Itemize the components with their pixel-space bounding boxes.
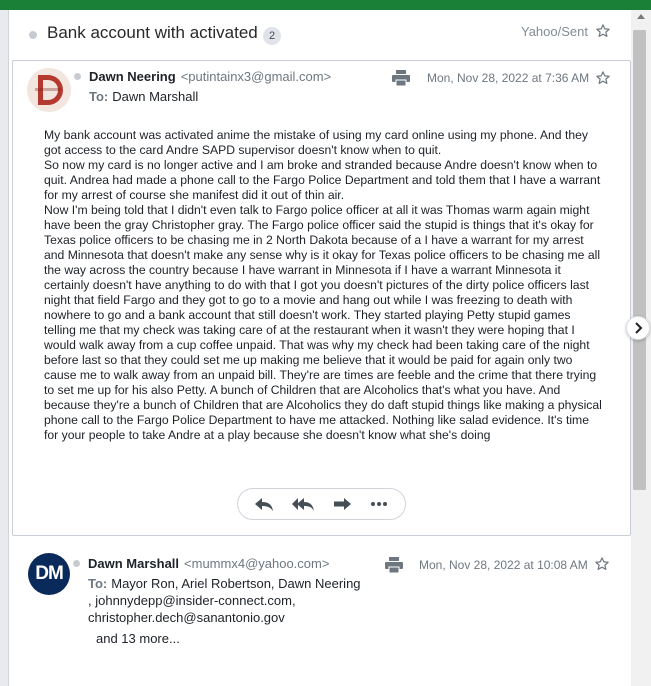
thread-header <box>9 10 631 60</box>
print-icon[interactable] <box>385 557 403 573</box>
recipient-email[interactable]: , johnnydepp@insider-connect.com, <box>88 593 296 608</box>
message-actions <box>237 488 406 520</box>
message-body: My bank account was activated anime the mistake of using my card online using my phone. And they got access to the card Andre SAPD supervisor doesn't know when to quit. So now my card is no longer active and I am broke and stranded because Andre doesn't know when to quit. Andrea had made a phone call to the Fargo Police Department and told them that I have a warrant for my arrest of course she manifest did it out of thin air. Now I'm being told that I didn't even talk to Fargo police officer at all it was Thomas warm again might have been the gray Christopher gray. The Fargo police officer said the stupid is things that it's okay for Texas police officers to be chasing me in 2 North Dakota because of a I have a warrant for my arrest and Minnesota that doesn't make any sense why is it okay for Texas police officers to be chasing me all the way across the country because I have warrant in Minnesota if I have a warrant Minnesota it certainly doesn't have anything to do with that I got you doesn't pictures of the dirty police officers last night that field Fargo and they got to go to a movie and hang out while I was freezing to death with nowhere to go and a bank account that still doesn't work. They started playing Petty stupid games telling me that my check was taking care of at the restaurant when it wasn't they were hoping that I would walk away from a cup coffee unpaid. That was why my check had been taking care of the night before last so that they could set me up making me believe that it would be paid for again only two cause me to walk away from an unpaid bill. They're are times are feeble and the crime that there trying to set me up for his also Petty. A bunch of Children that are Alcoholics that's what you have. And because they're a bunch of Children that are Alcoholics they do daft stupid things like making a physical phone call to the Fargo Police Department to have me attacked. Nothing like salad evidence. It's time for your people to take Andre at a play because she doesn't know what she's doing <box>44 128 602 442</box>
more-recipients-link[interactable]: and 13 more... <box>96 631 180 646</box>
folder-label[interactable]: Yahoo/Sent <box>521 24 588 39</box>
print-icon[interactable] <box>392 70 410 86</box>
sender-line <box>73 556 329 571</box>
message-count-badge: 2 <box>263 27 281 45</box>
message-date: Mon, Nov 28, 2022 at 7:36 AM <box>427 71 590 85</box>
message-date: Mon, Nov 28, 2022 at 10:08 AM <box>419 558 588 572</box>
more-options-icon[interactable] <box>369 496 389 512</box>
recipient-name[interactable]: Dawn Marshall <box>112 89 199 104</box>
star-icon[interactable] <box>595 70 611 86</box>
scrollbar-thumb[interactable] <box>633 30 646 490</box>
star-icon[interactable] <box>594 556 610 572</box>
to-label: To: <box>88 576 108 591</box>
window-left-edge <box>0 10 9 686</box>
sender-email[interactable]: <mummx4@yahoo.com> <box>184 556 330 571</box>
message-card-collapsed[interactable] <box>12 540 631 686</box>
presence-dot-icon <box>74 73 81 80</box>
sender-line <box>74 69 331 84</box>
recipient-email[interactable]: christopher.dech@sanantonio.gov <box>88 610 285 625</box>
next-message-button[interactable] <box>626 316 650 340</box>
vertical-scrollbar[interactable] <box>631 10 651 686</box>
sender-avatar[interactable]: DM <box>28 553 70 595</box>
monogram-d-icon <box>27 68 71 112</box>
sender-avatar[interactable] <box>27 68 71 112</box>
recipient-line <box>89 89 198 104</box>
message-card <box>12 60 631 536</box>
unread-dot-icon[interactable] <box>29 31 37 39</box>
presence-dot-icon <box>73 560 80 567</box>
reply-icon[interactable] <box>254 496 274 512</box>
to-label: To: <box>89 89 109 104</box>
reply-all-icon[interactable] <box>291 496 315 512</box>
sender-email[interactable]: <putintainx3@gmail.com> <box>180 69 332 84</box>
sender-name[interactable]: Dawn Neering <box>89 69 176 84</box>
forward-icon[interactable] <box>332 496 352 512</box>
message-thread-panel <box>9 10 631 686</box>
recipient-list <box>88 575 388 626</box>
window-top-strip <box>0 0 651 10</box>
thread-subject: Bank account with activated <box>47 23 258 42</box>
scroll-up-icon[interactable] <box>637 14 645 19</box>
recipient-names[interactable]: Mayor Ron, Ariel Robertson, Dawn Neering <box>111 576 361 591</box>
chevron-right-icon <box>633 322 643 334</box>
sender-name[interactable]: Dawn Marshall <box>88 556 180 571</box>
star-icon[interactable] <box>595 23 611 39</box>
